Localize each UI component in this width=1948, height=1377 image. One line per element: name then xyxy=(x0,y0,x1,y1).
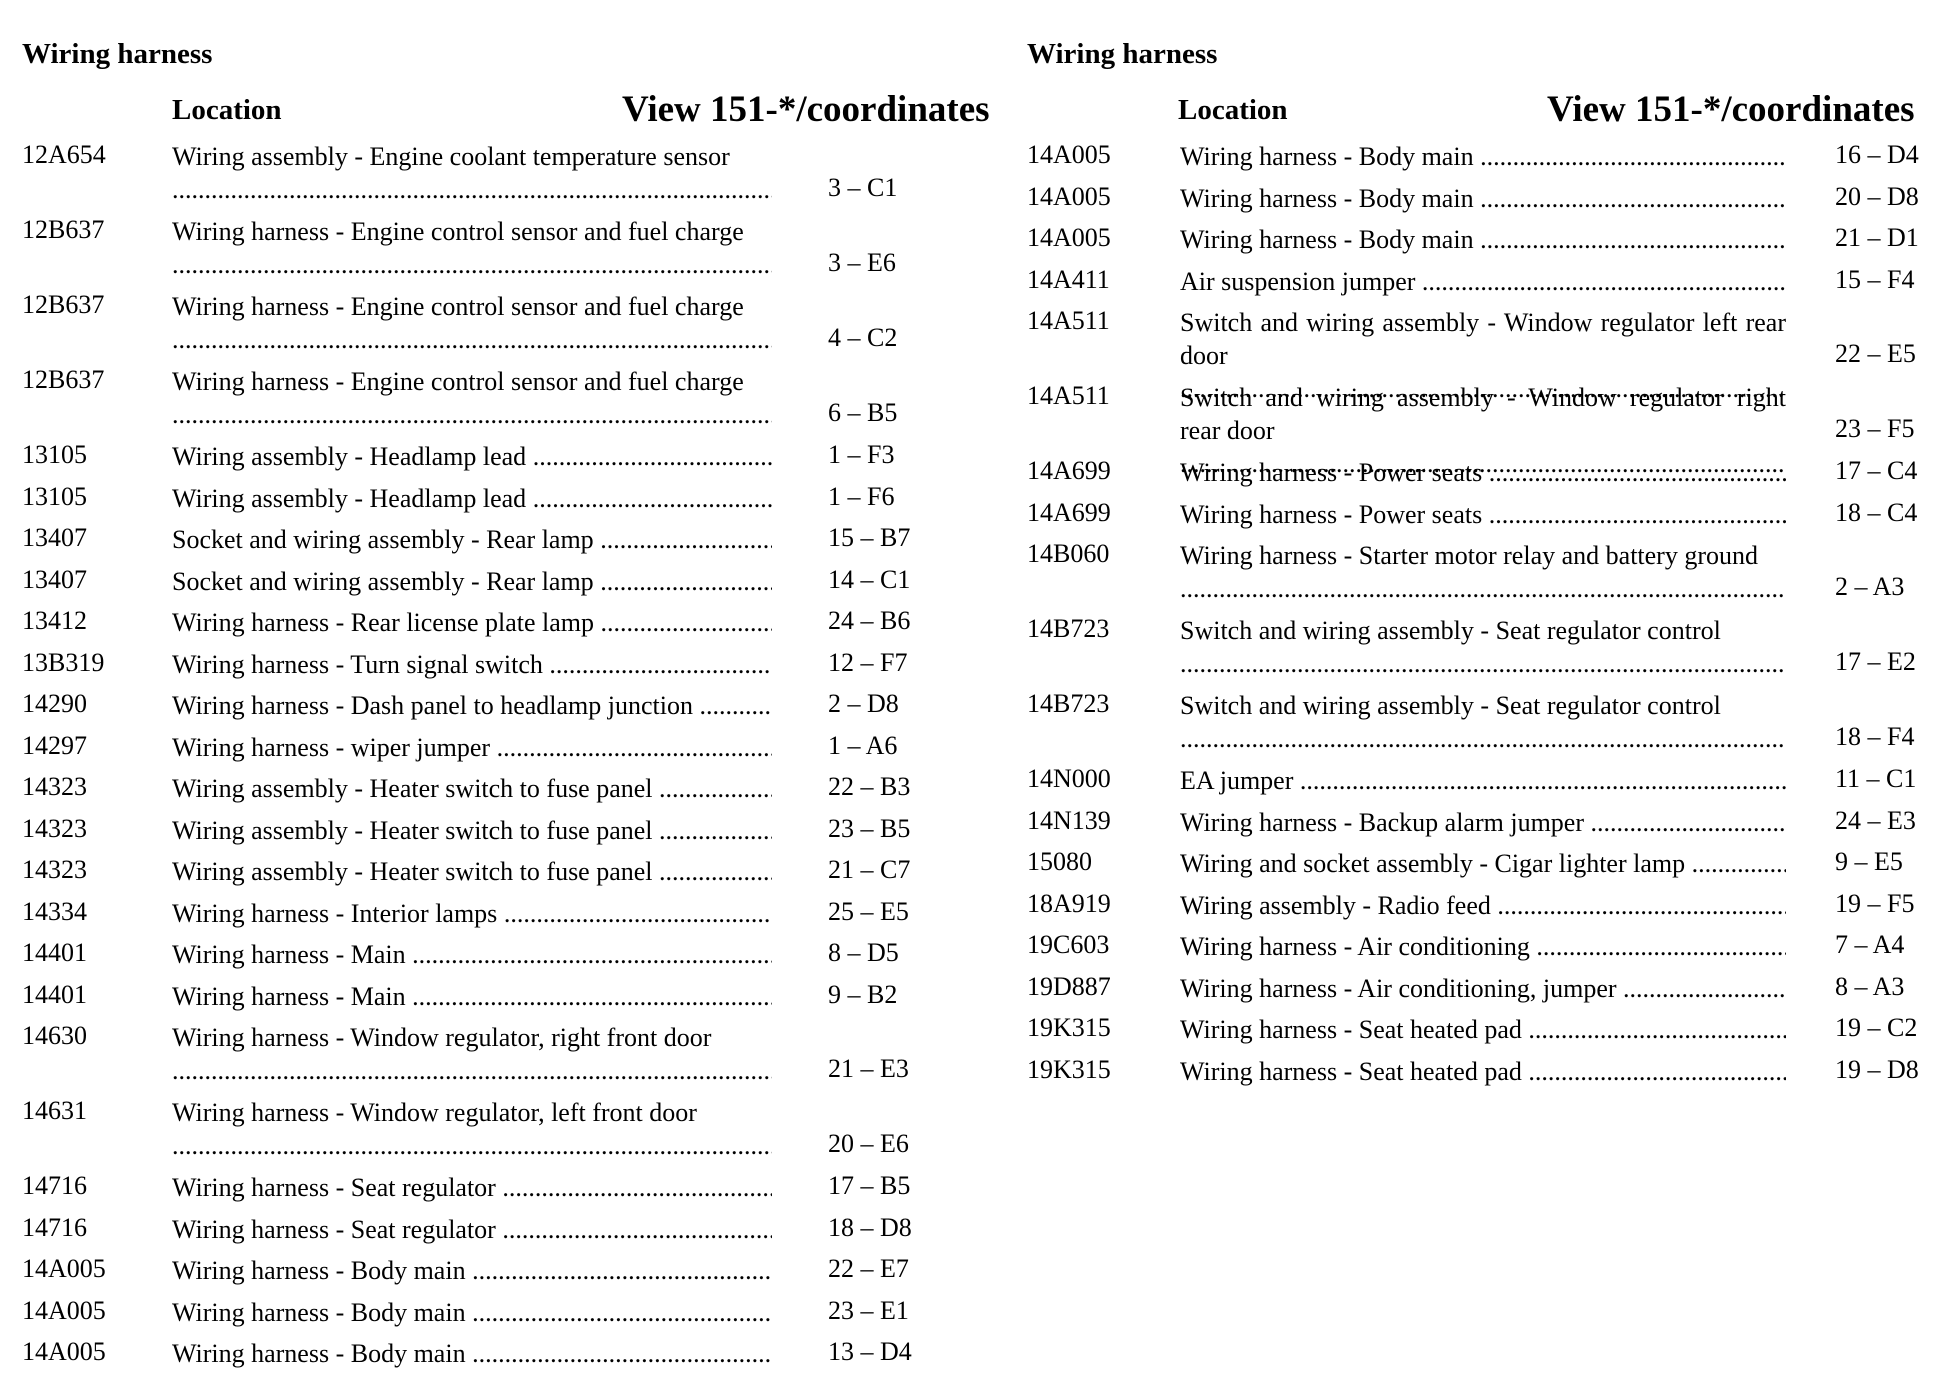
description-text: Switch and wiring assembly - Window regulator left rear door xyxy=(1180,308,1786,370)
part-description: Wiring harness - Air conditioning ..... xyxy=(1180,930,1786,963)
part-code: 14A511 xyxy=(1027,306,1110,335)
description-text: Wiring harness - Engine control sensor and fuel charge xyxy=(172,292,744,321)
part-code: 14A005 xyxy=(1027,140,1111,169)
part-description: Wiring harness - Seat heated pad ..... xyxy=(1180,1055,1786,1088)
view-coordinate: 3 – E6 xyxy=(828,248,896,277)
view-coordinate: 9 – B2 xyxy=(828,979,898,1009)
view-coordinate: 22 – E5 xyxy=(1835,339,1916,368)
part-description xyxy=(1180,689,1786,755)
part-code: 19K315 xyxy=(1027,1013,1111,1042)
part-code: 13412 xyxy=(22,606,87,635)
part-description: Wiring harness - wiper jumper ..... xyxy=(172,731,772,764)
view-coordinate: 6 – B5 xyxy=(828,398,898,427)
part-description: Wiring harness - Seat regulator ..... xyxy=(172,1171,772,1204)
part-description: Wiring harness - Interior lamps ..... xyxy=(172,897,772,930)
part-description xyxy=(172,140,772,206)
part-code: 14630 xyxy=(22,1021,87,1050)
part-description xyxy=(1180,614,1786,680)
part-description: Wiring harness - Power seats ..... xyxy=(1180,498,1786,531)
part-description: Wiring harness - Turn signal switch ..... xyxy=(172,648,772,681)
part-code: 14B723 xyxy=(1027,614,1110,643)
view-coordinate: 8 – D5 xyxy=(828,938,899,967)
description-text: Wiring harness - Engine control sensor and fuel charge xyxy=(172,217,744,246)
part-description: Wiring assembly - Heater switch to fuse panel ..... xyxy=(172,772,772,805)
location-header: Location xyxy=(1178,94,1288,126)
part-code: 14A411 xyxy=(1027,264,1110,294)
view-coordinate: 1 – F6 xyxy=(828,481,895,511)
part-description xyxy=(172,215,772,281)
part-description: Wiring and socket assembly - Cigar lighter lamp ..... xyxy=(1180,847,1786,880)
part-description xyxy=(172,1096,772,1162)
description-text: Switch and wiring assembly - Window regulator right rear door xyxy=(1180,383,1786,445)
part-code: 14716 xyxy=(22,1171,87,1200)
part-description: Wiring harness - Seat heated pad ..... xyxy=(1180,1013,1786,1046)
view-coordinate: 8 – A3 xyxy=(1835,971,1905,1001)
view-coordinate: 17 – E2 xyxy=(1835,647,1916,676)
part-code: 19K315 xyxy=(1027,1054,1111,1084)
part-description xyxy=(172,1021,772,1087)
description-text: Wiring harness - Starter motor relay and battery ground xyxy=(1180,541,1758,570)
part-description: Socket and wiring assembly - Rear lamp ..... xyxy=(172,523,772,556)
view-coordinate: 13 – D4 xyxy=(828,1337,912,1366)
view-coordinate: 12 – F7 xyxy=(828,647,908,677)
part-code: 14401 xyxy=(22,979,87,1009)
description-text: Wiring assembly - Engine coolant temperature sensor xyxy=(172,142,730,171)
part-code: 14631 xyxy=(22,1096,87,1125)
section-title: Wiring harness xyxy=(22,38,213,70)
view-coordinate: 18 – F4 xyxy=(1835,722,1915,751)
part-code: 14B723 xyxy=(1027,689,1110,718)
part-description xyxy=(1180,539,1786,605)
part-description: Wiring assembly - Heater switch to fuse panel ..... xyxy=(172,814,772,847)
part-description xyxy=(172,290,772,356)
part-description: Wiring harness - Body main ..... xyxy=(1180,140,1786,173)
leader-dots xyxy=(172,1129,772,1162)
view-coordinate: 21 – E3 xyxy=(828,1054,909,1083)
part-code: 13105 xyxy=(22,440,87,469)
view-coordinate: 17 – B5 xyxy=(828,1171,911,1200)
part-description: Wiring harness - Air conditioning, jumper ..... xyxy=(1180,972,1786,1005)
part-code: 12B637 xyxy=(22,365,105,394)
view-coordinate: 21 – C7 xyxy=(828,855,911,884)
part-description: Wiring harness - Main ..... xyxy=(172,980,772,1013)
description-text: Switch and wiring assembly - Seat regulator control xyxy=(1180,691,1721,720)
view-coordinate: 15 – F4 xyxy=(1835,264,1915,294)
view-coordinate: 3 – C1 xyxy=(828,173,898,202)
part-description xyxy=(172,365,772,431)
view-coordinate: 23 – E1 xyxy=(828,1295,909,1325)
view-coordinate: 15 – B7 xyxy=(828,523,911,552)
view-coordinate: 23 – F5 xyxy=(1835,414,1915,443)
view-coordinate: 16 – D4 xyxy=(1835,140,1919,169)
description-text: Wiring harness - Window regulator, left front door xyxy=(172,1098,697,1127)
view-coordinate: 20 – E6 xyxy=(828,1129,909,1158)
leader-dots xyxy=(1180,722,1786,755)
view-coordinate: 24 – B6 xyxy=(828,606,911,635)
view-coordinate: 22 – E7 xyxy=(828,1254,909,1283)
part-code: 19C603 xyxy=(1027,930,1110,959)
view-coordinate: 25 – E5 xyxy=(828,896,909,926)
view-coordinate: 19 – D8 xyxy=(1835,1054,1919,1084)
part-description: Wiring harness - Body main ..... xyxy=(1180,223,1786,256)
part-code: 14297 xyxy=(22,730,87,760)
view-coordinate: 19 – C2 xyxy=(1835,1013,1918,1042)
leader-dots xyxy=(1180,647,1786,680)
part-code: 14N000 xyxy=(1027,764,1111,793)
part-description: Wiring assembly - Headlamp lead ..... xyxy=(172,440,772,473)
view-coordinate: 2 – D8 xyxy=(828,689,899,718)
view-coordinates-header: View 151-*/coordinates xyxy=(1547,89,1915,130)
view-coordinate: 22 – B3 xyxy=(828,772,911,801)
view-coordinate: 2 – A3 xyxy=(1835,572,1905,601)
part-description: Wiring harness - Body main ..... xyxy=(172,1296,772,1329)
part-code: 13407 xyxy=(22,564,87,594)
view-coordinate: 18 – C4 xyxy=(1835,497,1918,527)
view-coordinate: 7 – A4 xyxy=(1835,930,1905,959)
part-code: 18A919 xyxy=(1027,888,1111,918)
view-coordinate: 14 – C1 xyxy=(828,564,911,594)
part-code: 15080 xyxy=(1027,847,1092,876)
part-code: 13407 xyxy=(22,523,87,552)
part-code: 14323 xyxy=(22,772,87,801)
part-description: Wiring assembly - Headlamp lead ..... xyxy=(172,482,772,515)
part-description: EA jumper ..... xyxy=(1180,764,1786,797)
description-text: Wiring harness - Engine control sensor and fuel charge xyxy=(172,367,744,396)
description-text: Switch and wiring assembly - Seat regulator control xyxy=(1180,616,1721,645)
part-description: Wiring harness - Main ..... xyxy=(172,938,772,971)
part-description: Wiring harness - Power seats ..... xyxy=(1180,456,1786,489)
part-code: 12A654 xyxy=(22,140,106,169)
part-code: 14401 xyxy=(22,938,87,967)
section-title: Wiring harness xyxy=(1027,38,1218,70)
part-code: 14A699 xyxy=(1027,456,1111,485)
part-description: Wiring harness - Dash panel to headlamp junction ..... xyxy=(172,689,772,722)
leader-dots xyxy=(172,323,772,356)
part-code: 12B637 xyxy=(22,290,105,319)
part-description: Wiring harness - Rear license plate lamp ..... xyxy=(172,606,772,639)
part-code: 14323 xyxy=(22,855,87,884)
part-description: Socket and wiring assembly - Rear lamp ..... xyxy=(172,565,772,598)
view-coordinate: 17 – C4 xyxy=(1835,456,1918,485)
part-code: 14A005 xyxy=(22,1337,106,1366)
leader-dots xyxy=(172,1054,772,1087)
view-coordinate: 1 – F3 xyxy=(828,440,895,469)
view-coordinate: 24 – E3 xyxy=(1835,805,1916,835)
part-description: Wiring harness - Body main ..... xyxy=(1180,182,1786,215)
part-description: Wiring assembly - Heater switch to fuse panel ..... xyxy=(172,855,772,888)
view-coordinate: 21 – D1 xyxy=(1835,223,1919,252)
view-coordinate: 23 – B5 xyxy=(828,813,911,843)
part-code: 14334 xyxy=(22,896,87,926)
part-description: Wiring harness - Seat regulator ..... xyxy=(172,1213,772,1246)
leader-dots xyxy=(172,398,772,431)
view-coordinate: 19 – F5 xyxy=(1835,888,1915,918)
location-header: Location xyxy=(172,94,282,126)
part-code: 13B319 xyxy=(22,647,105,677)
part-code: 14716 xyxy=(22,1212,87,1242)
view-coordinates-header: View 151-*/coordinates xyxy=(622,89,990,130)
part-code: 14N139 xyxy=(1027,805,1111,835)
leader-dots xyxy=(172,248,772,281)
part-description: Air suspension jumper ..... xyxy=(1180,265,1786,298)
part-code: 12B637 xyxy=(22,215,105,244)
part-code: 14A005 xyxy=(22,1254,106,1283)
part-code: 14323 xyxy=(22,813,87,843)
part-description: Wiring assembly - Radio feed ..... xyxy=(1180,889,1786,922)
part-description: Wiring harness - Backup alarm jumper ..... xyxy=(1180,806,1786,839)
leader-dots xyxy=(1180,572,1786,605)
part-code: 13105 xyxy=(22,481,87,511)
description-text: Wiring harness - Window regulator, right front door xyxy=(172,1023,712,1052)
part-code: 19D887 xyxy=(1027,971,1111,1001)
part-code: 14A005 xyxy=(1027,181,1111,211)
view-coordinate: 20 – D8 xyxy=(1835,181,1919,211)
view-coordinate: 11 – C1 xyxy=(1835,764,1917,793)
view-coordinate: 9 – E5 xyxy=(1835,847,1903,876)
part-description: Wiring harness - Body main ..... xyxy=(172,1254,772,1287)
part-code: 14A005 xyxy=(1027,223,1111,252)
view-coordinate: 1 – A6 xyxy=(828,730,898,760)
part-description: Wiring harness - Body main ..... xyxy=(172,1337,772,1370)
view-coordinate: 18 – D8 xyxy=(828,1212,912,1242)
part-code: 14290 xyxy=(22,689,87,718)
part-code: 14A005 xyxy=(22,1295,106,1325)
part-code: 14A511 xyxy=(1027,381,1110,410)
part-code: 14A699 xyxy=(1027,497,1111,527)
view-coordinate: 4 – C2 xyxy=(828,323,898,352)
part-code: 14B060 xyxy=(1027,539,1110,568)
leader-dots xyxy=(172,173,772,206)
